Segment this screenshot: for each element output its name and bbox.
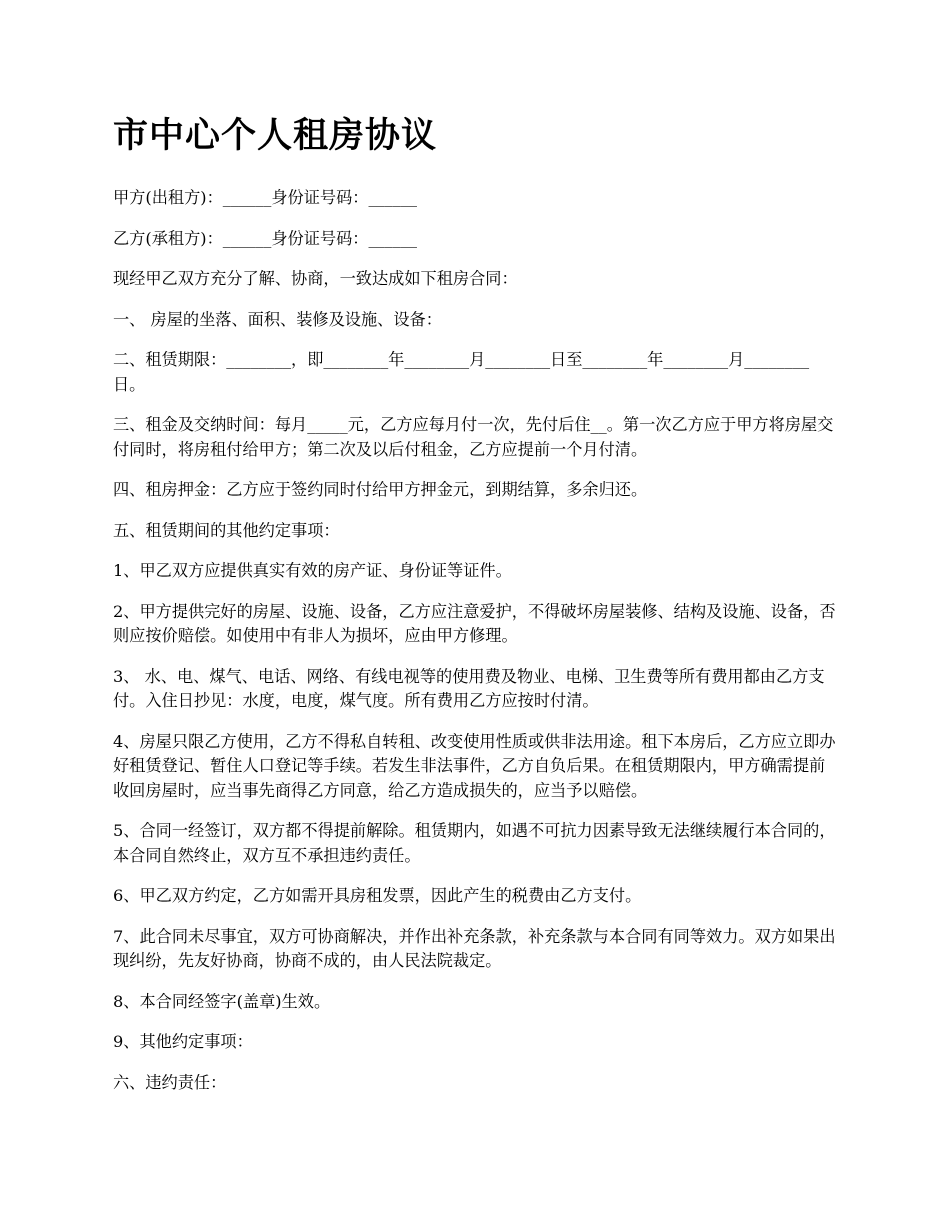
section-4-deposit: 四、租房押金：乙方应于签约同时付给甲方押金元，到期结算，多余归还。 bbox=[113, 480, 648, 499]
section-2-term: 二、租赁期限：________，即________年________月________日至________年________月________日。 bbox=[113, 350, 810, 394]
section-1-property: 一、 房屋的坐落、面积、装修及设施、设备： bbox=[113, 309, 442, 329]
agreement-intro: 现经甲乙双方充分了解、协商，一致达成如下租房合同： bbox=[113, 269, 518, 288]
clause-6: 6、甲乙双方约定，乙方如需开具房租发票，因此产生的税费由乙方支付。 bbox=[113, 886, 642, 905]
clause-9: 9、其他约定事项： bbox=[113, 1032, 253, 1051]
section-5-heading: 五、租赁期间的其他约定事项： bbox=[113, 520, 340, 540]
clause-4: 4、房屋只限乙方使用，乙方不得私自转租、改变使用性质或供非法用途。租下本房后，乙方应立即办好租赁登记、暂住人口登记等手续。若发生非法事件，乙方自负后果。在租赁期限内，甲方确需提前收回房屋时，应当事先商得乙方同意，给乙方造成损失的，应当予以赔偿。 bbox=[113, 731, 836, 800]
section-3-rent: 三、租金及交纳时间：每月_____元，乙方应每月付一次，先付后住__。第一次乙方应于甲方将房屋交付同时，将房租付给甲方；第二次及以后付租金，乙方应提前一个月付清。 bbox=[113, 415, 834, 459]
clause-5: 5、合同一经签订，双方都不得提前解除。租赁期内，如遇不可抗力因素导致无法继续履行本合同的，本合同自然终止，双方互不承担违约责任。 bbox=[113, 821, 836, 865]
document-page bbox=[113, 112, 841, 1111]
section-6-heading: 六、违约责任： bbox=[113, 1072, 227, 1092]
clause-8: 8、本合同经签字(盖章)生效。 bbox=[113, 991, 331, 1011]
clause-2: 2、甲方提供完好的房屋、设施、设备，乙方应注意爱护，不得破坏房屋装修、结构及设施、设备，否则应按价赔偿。如使用中有非人为损坏，应由甲方修理。 bbox=[113, 601, 836, 645]
clause-3: 3、 水、电、煤气、电话、网络、有线电视等的使用费及物业、电梯、卫生费等所有费用都由乙方支付。入住日抄见：水度，电度，煤气度。所有费用乙方应按时付清。 bbox=[113, 666, 825, 710]
party-b-line: 乙方(承租方)：______身份证号码：______ bbox=[113, 228, 418, 248]
clause-7: 7、此合同未尽事宜，双方可协商解决，并作出补充条款，补充条款与本合同有同等效力。双方如果出现纠纷，先友好协商，协商不成的，由人民法院裁定。 bbox=[113, 926, 836, 970]
document-title: 市中心个人租房协议 bbox=[113, 115, 438, 156]
clause-1: 1、甲乙双方应提供真实有效的房产证、身份证等证件。 bbox=[113, 561, 512, 580]
party-a-line: 甲方(出租方)：______身份证号码：______ bbox=[113, 188, 418, 207]
